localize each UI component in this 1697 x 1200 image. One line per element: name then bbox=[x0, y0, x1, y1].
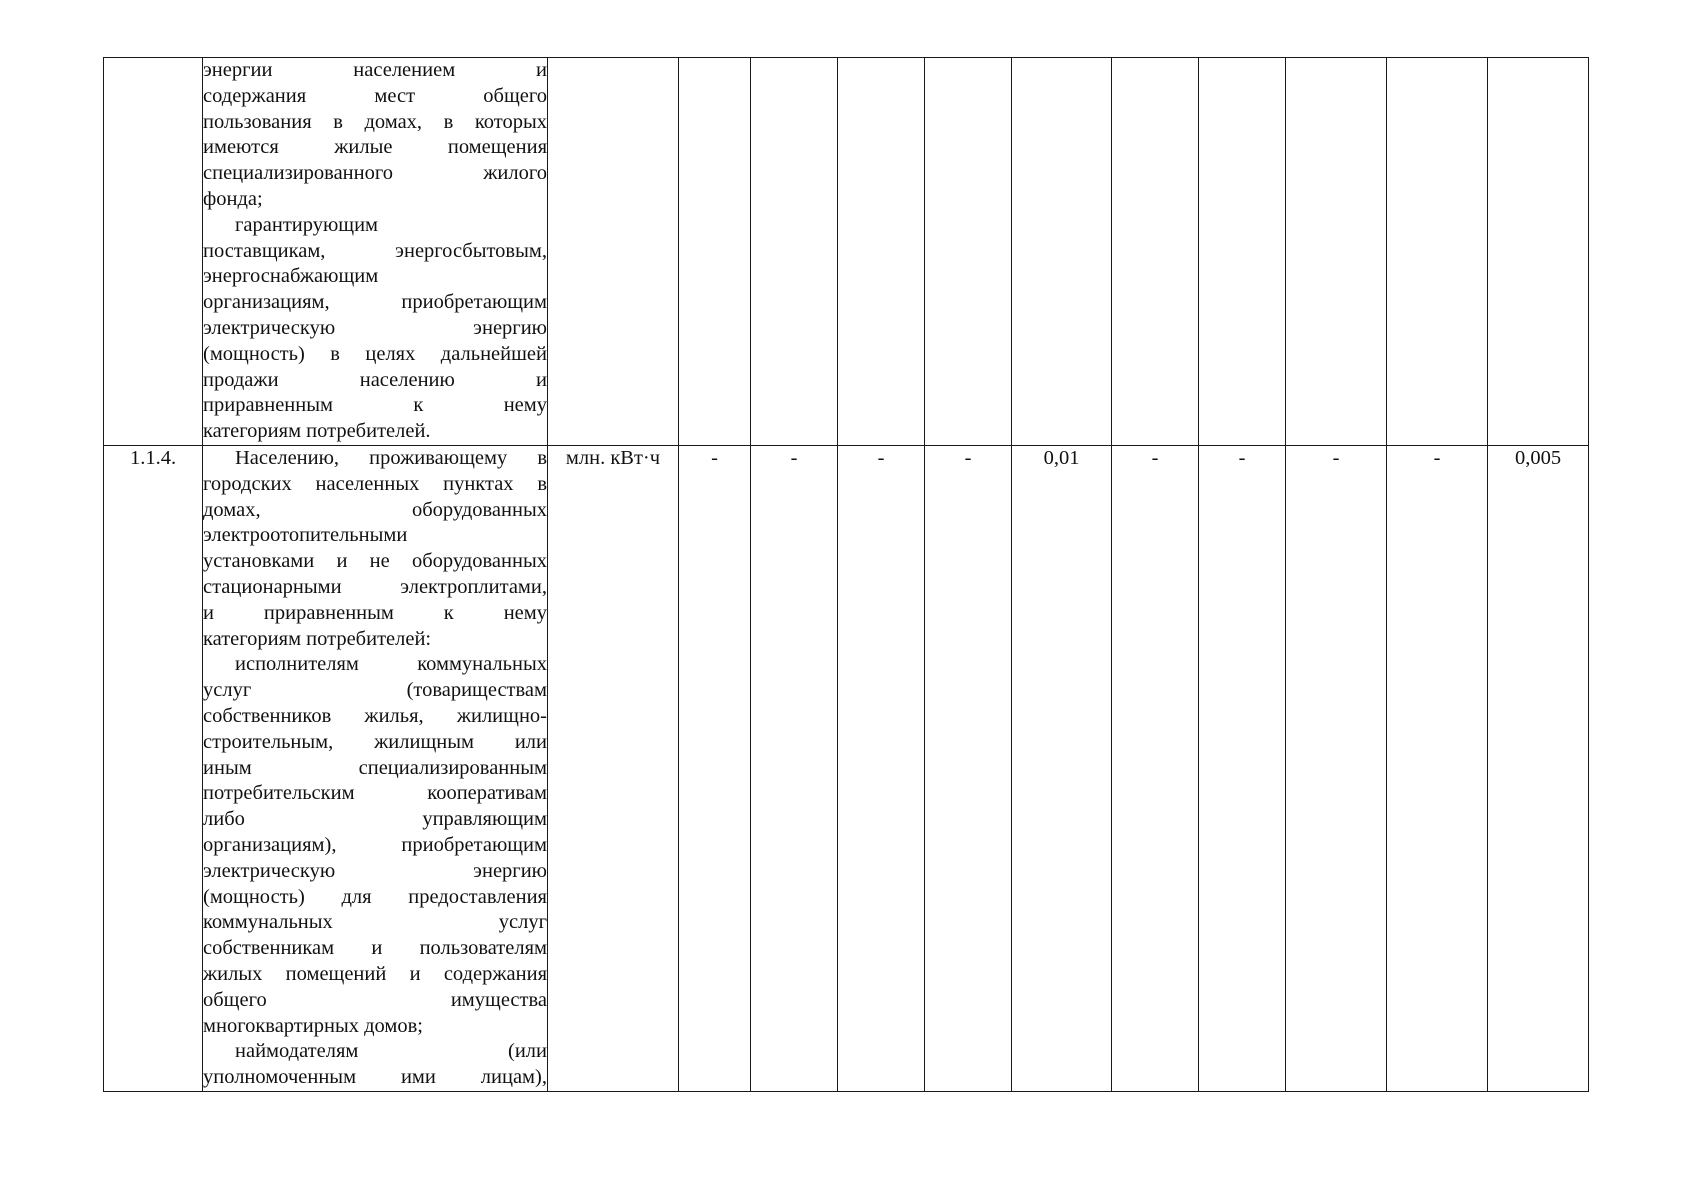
value-cell bbox=[679, 58, 751, 446]
description-line: специализированного жилого bbox=[203, 162, 547, 185]
value-cell: 0,005 bbox=[1488, 446, 1589, 1092]
description-line: фонда; bbox=[203, 187, 263, 210]
value-cell: - bbox=[1387, 446, 1488, 1092]
value-cell bbox=[1387, 58, 1488, 446]
description-line: Населению, проживающему в bbox=[235, 447, 547, 469]
description-line: строительным, жилищным или bbox=[203, 730, 547, 753]
description-line: (мощность) для предоставления bbox=[203, 885, 547, 908]
unit-cell bbox=[548, 58, 679, 446]
description-line: поставщикам, энергосбытовым, bbox=[203, 239, 547, 262]
value-cell bbox=[751, 58, 838, 446]
description-line: электрическую энергию bbox=[203, 859, 547, 882]
description-line: пользования в домах, в которых bbox=[203, 110, 547, 133]
description-line: организациям, приобретающим bbox=[203, 291, 547, 314]
description-line: стационарными электроплитами, bbox=[203, 575, 547, 598]
description-line: и приравненным к нему bbox=[203, 601, 547, 624]
value-cell: - bbox=[1112, 446, 1199, 1092]
value-cell bbox=[1199, 58, 1286, 446]
description-cell bbox=[203, 446, 548, 1092]
description-line: городских населенных пунктах в bbox=[203, 472, 547, 495]
table-body bbox=[104, 58, 1589, 1092]
description-line: имеются жилые помещения bbox=[203, 136, 547, 159]
description-line: категориям потребителей: bbox=[203, 627, 432, 650]
value-cell: - bbox=[751, 446, 838, 1092]
description-line: содержания мест общего bbox=[203, 84, 547, 107]
unit-cell: млн. кВт·ч bbox=[548, 446, 679, 1092]
value-cell: - bbox=[679, 446, 751, 1092]
tariff-table bbox=[103, 57, 1589, 1092]
description-line: электроотопительными bbox=[203, 524, 408, 547]
description-line: собственников жилья, жилищно- bbox=[203, 704, 547, 727]
value-cell: - bbox=[925, 446, 1012, 1092]
value-cell bbox=[1012, 58, 1112, 446]
description-line: потребительским кооперативам bbox=[203, 782, 547, 805]
description-line: уполномоченным ими лицам), bbox=[203, 1066, 547, 1089]
value-cell: - bbox=[838, 446, 925, 1092]
description-line: (мощность) в целях дальнейшей bbox=[203, 342, 547, 365]
description-line: категориям потребителей. bbox=[203, 420, 431, 443]
description-line: услуг (товариществам bbox=[203, 679, 547, 702]
value-cell bbox=[1112, 58, 1199, 446]
description-line: приравненным к нему bbox=[203, 394, 547, 417]
value-cell bbox=[1286, 58, 1387, 446]
value-cell: - bbox=[1286, 446, 1387, 1092]
description-line: иным специализированным bbox=[203, 756, 547, 779]
description-line: домах, оборудованных bbox=[203, 498, 547, 521]
table-row bbox=[104, 58, 1589, 446]
table-row bbox=[104, 446, 1589, 1092]
row-number-cell: 1.1.4. bbox=[104, 446, 203, 1092]
description-line: жилых помещений и содержания bbox=[203, 962, 547, 985]
description-line: установками и не оборудованных bbox=[203, 550, 547, 573]
value-cell: 0,01 bbox=[1012, 446, 1112, 1092]
description-cell bbox=[203, 58, 548, 446]
description-line: многоквартирных домов; bbox=[203, 1014, 423, 1037]
description-line: общего имущества bbox=[203, 988, 547, 1011]
description-line: продажи населению и bbox=[203, 368, 547, 391]
value-cell bbox=[1488, 58, 1589, 446]
description-line: наймодателям (или bbox=[235, 1040, 547, 1063]
description-line: электрическую энергию bbox=[203, 316, 547, 339]
value-cell bbox=[925, 58, 1012, 446]
row-number-cell bbox=[104, 58, 203, 446]
description-line: энергии населением и bbox=[203, 59, 547, 81]
description-line: собственникам и пользователям bbox=[203, 937, 547, 960]
description-line: исполнителям коммунальных bbox=[235, 653, 547, 676]
description-line: гарантирующим bbox=[235, 213, 379, 236]
value-cell: - bbox=[1199, 446, 1286, 1092]
description-line: либо управляющим bbox=[203, 808, 547, 831]
description-line: организациям), приобретающим bbox=[203, 833, 547, 856]
value-cell bbox=[838, 58, 925, 446]
description-line: коммунальных услуг bbox=[203, 911, 547, 934]
description-line: энергоснабжающим bbox=[203, 265, 379, 288]
